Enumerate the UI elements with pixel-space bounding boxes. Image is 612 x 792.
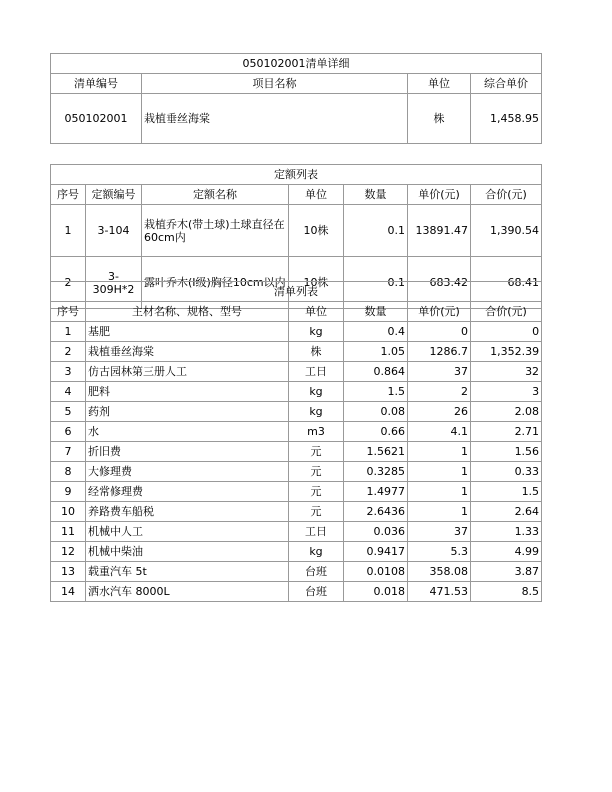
table-row <box>51 422 542 442</box>
material-qty: 1.5 <box>344 382 408 402</box>
header-unit-price: 综合单价 <box>471 74 542 94</box>
table-row <box>51 402 542 422</box>
table-row <box>51 362 542 382</box>
materials-header-unit: 单位 <box>289 302 344 322</box>
material-qty: 2.6436 <box>344 502 408 522</box>
material-total: 32 <box>471 362 542 382</box>
material-unit: 元 <box>289 462 344 482</box>
material-seq: 2 <box>51 342 86 362</box>
material-seq: 14 <box>51 582 86 602</box>
material-total: 4.99 <box>471 542 542 562</box>
material-seq: 13 <box>51 562 86 582</box>
material-total: 0.33 <box>471 462 542 482</box>
material-seq: 10 <box>51 502 86 522</box>
header-bill-code: 清单编号 <box>51 74 142 94</box>
material-seq: 9 <box>51 482 86 502</box>
table-row <box>51 562 542 582</box>
material-qty: 0.08 <box>344 402 408 422</box>
material-unit: 元 <box>289 442 344 462</box>
material-seq: 4 <box>51 382 86 402</box>
quota-name: 栽植乔木(带土球)土球直径在60cm内 <box>142 205 289 257</box>
material-total: 0 <box>471 322 542 342</box>
quota-header-qty: 数量 <box>344 185 408 205</box>
materials-title: 清单列表 <box>51 282 542 302</box>
material-total: 3 <box>471 382 542 402</box>
material-unit: kg <box>289 402 344 422</box>
material-qty: 0.3285 <box>344 462 408 482</box>
quota-code: 3-104 <box>86 205 142 257</box>
quota-qty: 0.1 <box>344 257 408 309</box>
material-price: 358.08 <box>408 562 471 582</box>
material-qty: 0.0108 <box>344 562 408 582</box>
material-price: 1 <box>408 482 471 502</box>
materials-header-price: 单价(元) <box>408 302 471 322</box>
material-name: 药剂 <box>86 402 289 422</box>
material-unit: m3 <box>289 422 344 442</box>
material-unit: 元 <box>289 502 344 522</box>
materials-header-qty: 数量 <box>344 302 408 322</box>
material-total: 2.71 <box>471 422 542 442</box>
table-row <box>51 442 542 462</box>
bill-title: 050102001清单详细 <box>51 54 542 74</box>
material-qty: 0.864 <box>344 362 408 382</box>
table-row <box>51 542 542 562</box>
quota-header-price: 单价(元) <box>408 185 471 205</box>
material-qty: 0.036 <box>344 522 408 542</box>
material-total: 8.5 <box>471 582 542 602</box>
quota-price: 13891.47 <box>408 205 471 257</box>
table-row <box>51 322 542 342</box>
material-price: 471.53 <box>408 582 471 602</box>
material-unit: 元 <box>289 482 344 502</box>
quota-seq: 2 <box>51 257 86 309</box>
material-price: 1 <box>408 442 471 462</box>
material-total: 2.08 <box>471 402 542 422</box>
table-row <box>51 482 542 502</box>
material-name: 经常修理费 <box>86 482 289 502</box>
bill-item-name: 栽植垂丝海棠 <box>142 94 408 144</box>
table-row <box>51 522 542 542</box>
material-total: 1,352.39 <box>471 342 542 362</box>
quota-title: 定额列表 <box>51 165 542 185</box>
materials-header-seq: 序号 <box>51 302 86 322</box>
material-unit: 株 <box>289 342 344 362</box>
material-seq: 11 <box>51 522 86 542</box>
quota-header-name: 定额名称 <box>142 185 289 205</box>
material-name: 折旧费 <box>86 442 289 462</box>
material-name: 载重汽车 5t <box>86 562 289 582</box>
quota-name: 露叶乔木(I级)胸径10cm以内 <box>142 257 289 309</box>
material-total: 1.33 <box>471 522 542 542</box>
table-row <box>51 342 542 362</box>
table-row <box>51 582 542 602</box>
material-qty: 1.4977 <box>344 482 408 502</box>
material-qty: 0.018 <box>344 582 408 602</box>
quota-total: 1,390.54 <box>471 205 542 257</box>
quota-unit: 10株 <box>289 257 344 309</box>
quota-header-seq: 序号 <box>51 185 86 205</box>
material-name: 栽植垂丝海棠 <box>86 342 289 362</box>
quota-unit: 10株 <box>289 205 344 257</box>
material-qty: 0.4 <box>344 322 408 342</box>
table-row <box>51 462 542 482</box>
materials-header-name: 主材名称、规格、型号 <box>86 302 289 322</box>
material-seq: 8 <box>51 462 86 482</box>
material-unit: 工日 <box>289 522 344 542</box>
bill-unit-price: 1,458.95 <box>471 94 542 144</box>
bill-table <box>50 53 542 144</box>
material-name: 养路费车船税 <box>86 502 289 522</box>
material-price: 37 <box>408 362 471 382</box>
material-unit: 工日 <box>289 362 344 382</box>
quota-code: 3-309H*2 <box>86 257 142 309</box>
quota-header-code: 定额编号 <box>86 185 142 205</box>
quota-header-total: 合价(元) <box>471 185 542 205</box>
material-seq: 6 <box>51 422 86 442</box>
material-total: 2.64 <box>471 502 542 522</box>
material-name: 洒水汽车 8000L <box>86 582 289 602</box>
table-row <box>51 382 542 402</box>
material-total: 1.56 <box>471 442 542 462</box>
quota-header-unit: 单位 <box>289 185 344 205</box>
material-seq: 5 <box>51 402 86 422</box>
quota-total: 68.41 <box>471 257 542 309</box>
material-name: 机械中柴油 <box>86 542 289 562</box>
material-unit: 台班 <box>289 562 344 582</box>
material-name: 肥料 <box>86 382 289 402</box>
material-price: 26 <box>408 402 471 422</box>
header-item-name: 项目名称 <box>142 74 408 94</box>
material-price: 2 <box>408 382 471 402</box>
material-price: 1 <box>408 502 471 522</box>
material-seq: 3 <box>51 362 86 382</box>
quota-price: 683.42 <box>408 257 471 309</box>
material-name: 大修理费 <box>86 462 289 482</box>
material-price: 5.3 <box>408 542 471 562</box>
material-seq: 7 <box>51 442 86 462</box>
table-row <box>51 502 542 522</box>
material-price: 1 <box>408 462 471 482</box>
material-name: 仿古园林第三册人工 <box>86 362 289 382</box>
material-price: 37 <box>408 522 471 542</box>
material-name: 机械中人工 <box>86 522 289 542</box>
material-unit: 台班 <box>289 582 344 602</box>
material-name: 基肥 <box>86 322 289 342</box>
bill-code: 050102001 <box>51 94 142 144</box>
material-price: 0 <box>408 322 471 342</box>
material-total: 1.5 <box>471 482 542 502</box>
quota-seq: 1 <box>51 205 86 257</box>
material-seq: 12 <box>51 542 86 562</box>
quota-qty: 0.1 <box>344 205 408 257</box>
material-unit: kg <box>289 542 344 562</box>
table-row <box>51 205 542 257</box>
material-unit: kg <box>289 322 344 342</box>
materials-header-total: 合价(元) <box>471 302 542 322</box>
bill-unit: 株 <box>408 94 471 144</box>
material-qty: 1.5621 <box>344 442 408 462</box>
material-seq: 1 <box>51 322 86 342</box>
material-name: 水 <box>86 422 289 442</box>
material-unit: kg <box>289 382 344 402</box>
header-unit: 单位 <box>408 74 471 94</box>
material-qty: 0.66 <box>344 422 408 442</box>
material-qty: 1.05 <box>344 342 408 362</box>
material-price: 1286.7 <box>408 342 471 362</box>
material-price: 4.1 <box>408 422 471 442</box>
material-total: 3.87 <box>471 562 542 582</box>
materials-table <box>50 281 542 602</box>
material-qty: 0.9417 <box>344 542 408 562</box>
